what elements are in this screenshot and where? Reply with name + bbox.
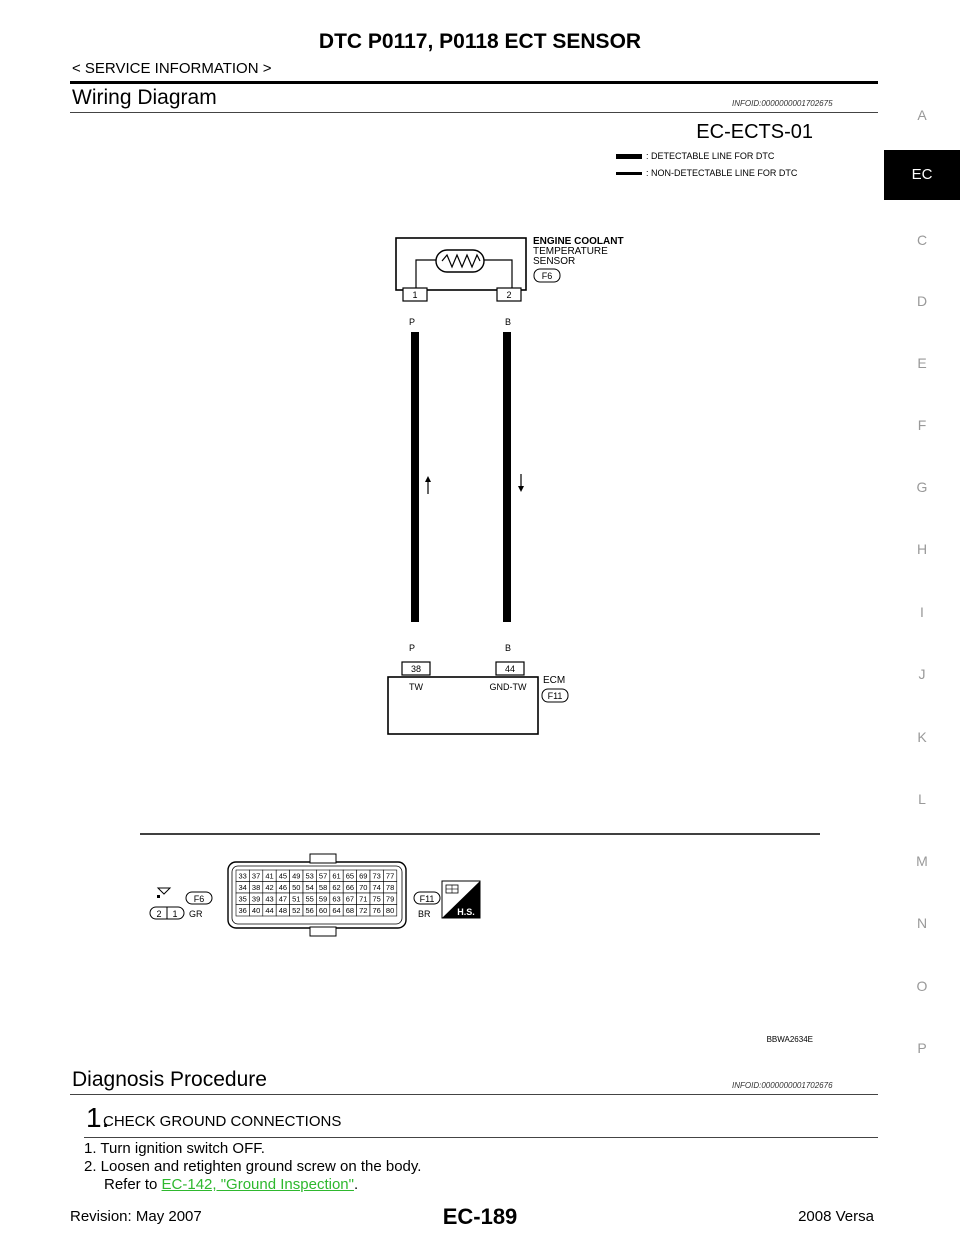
section-title-diagnosis: Diagnosis Procedure: [72, 1068, 267, 1091]
pin-number: 57: [318, 871, 328, 881]
f11-pin-grid: [236, 870, 397, 916]
pin-number: 33: [238, 871, 247, 881]
pin-number: 71: [359, 894, 368, 904]
step-title: CHECK GROUND CONNECTIONS: [103, 1113, 342, 1130]
ground-inspection-link[interactable]: EC-142, "Ground Inspection": [161, 1176, 354, 1193]
pin-number: 56: [305, 906, 314, 915]
f11-color: BR: [418, 909, 431, 919]
sensor-label-2: TEMPERATURE: [533, 246, 608, 257]
pin-number: 55: [305, 894, 314, 904]
legend-detectable-text: : DETECTABLE LINE FOR DTC: [646, 151, 775, 161]
pin-number: 34: [238, 883, 247, 892]
sidebar-item-h[interactable]: H: [916, 541, 928, 557]
pin-number: 64: [332, 906, 341, 915]
pin-number: 43: [265, 894, 274, 904]
sidebar-item-p[interactable]: P: [917, 1040, 927, 1056]
sidebar-item-m[interactable]: M: [916, 853, 928, 869]
wire-tw: [411, 332, 419, 622]
pin-number: 52: [292, 906, 301, 915]
sidebar-item-o[interactable]: O: [916, 978, 928, 994]
pin-number: 79: [385, 894, 395, 904]
pin-number: 41: [265, 871, 274, 881]
pin-number: 58: [318, 883, 328, 892]
ecm-pin-38: 38: [410, 664, 422, 674]
refer-prefix: Refer to: [104, 1176, 162, 1193]
sensor-pin-1: 1: [412, 290, 418, 300]
pin-number: 37: [251, 871, 261, 881]
page-title: DTC P0117, P0118 ECT SENSOR: [318, 30, 642, 53]
legend-non-detectable-line: [616, 172, 642, 175]
f6-pin-2: 2: [156, 909, 162, 919]
pin-number: 36: [238, 906, 247, 915]
step-line-2: 2. Loosen and retighten ground screw on the body.: [84, 1158, 422, 1175]
pin-number: 75: [372, 894, 381, 904]
ecm-pin-44: 44: [504, 664, 516, 674]
step-divider: [84, 1137, 878, 1138]
wire2-color-top: B: [504, 317, 512, 327]
pin-number: 65: [345, 871, 355, 881]
pin-number: 40: [251, 906, 261, 915]
step-number: 1.: [86, 1102, 110, 1133]
pin-number: 50: [292, 883, 301, 892]
ecm-terminal-gnd-tw: GND-TW: [489, 682, 527, 692]
pin-number: 74: [372, 883, 381, 892]
pin-number: 66: [345, 883, 355, 892]
section-title-wiring: Wiring Diagram: [72, 86, 217, 109]
pin-number: 44: [265, 906, 274, 915]
pin-number: 70: [359, 883, 368, 892]
wire2-color-bottom: B: [504, 643, 512, 653]
pin-number: 68: [345, 906, 355, 915]
sidebar-item-i[interactable]: I: [920, 604, 924, 620]
pin-number: 39: [251, 894, 261, 904]
f11-connector-id: F11: [419, 894, 435, 904]
wire1-color-top: P: [408, 317, 416, 327]
ecm-label: ECM: [543, 675, 566, 686]
pin-number: 53: [305, 871, 314, 881]
pin-number: 45: [278, 871, 288, 881]
refer-suffix: .: [353, 1176, 359, 1193]
wire-gnd-tw: [503, 332, 511, 622]
pin-number: 67: [345, 894, 355, 904]
page-number: EC-189: [442, 1204, 518, 1229]
sidebar-item-k[interactable]: K: [917, 729, 927, 745]
sidebar-item-f[interactable]: F: [917, 417, 927, 433]
sensor-pin-2: 2: [506, 290, 512, 300]
ecm-terminal-tw: TW: [409, 682, 423, 692]
pin-number: 54: [305, 883, 314, 892]
pin-number: 59: [318, 894, 328, 904]
footer-revision: Revision: May 2007: [70, 1208, 202, 1225]
f6-color: GR: [189, 909, 203, 919]
pin-number: 61: [332, 871, 341, 881]
pin-number: 49: [292, 871, 301, 881]
sensor-label-3: SENSOR: [533, 256, 576, 267]
sensor-connector-id: F6: [541, 271, 553, 281]
f6-connector-id: F6: [193, 894, 205, 904]
sidebar-item-d[interactable]: D: [916, 293, 928, 309]
sidebar-item-l[interactable]: L: [918, 791, 926, 807]
sensor-label-1: ENGINE COOLANT: [533, 236, 624, 247]
pin-number: 78: [385, 883, 395, 892]
legend-detectable-line: [616, 154, 642, 159]
pin-number: 48: [278, 906, 288, 915]
wire1-color-bottom: P: [408, 643, 416, 653]
sidebar-item-g[interactable]: G: [916, 479, 928, 495]
sidebar-item-n[interactable]: N: [916, 915, 928, 931]
connector-lock-icon: [158, 888, 170, 894]
sidebar-item-j[interactable]: J: [918, 666, 926, 682]
pin-number: 69: [359, 871, 368, 881]
wiring-infoid: INFOID:0000000001702675: [732, 99, 833, 108]
pin-number: 60: [318, 906, 328, 915]
pin-number: 62: [332, 883, 341, 892]
diagram-code: EC-ECTS-01: [696, 121, 813, 143]
pin-number: 72: [359, 906, 368, 915]
figure-id: BBWA2634E: [766, 1035, 813, 1044]
pin-number: 77: [385, 871, 395, 881]
pin-number: 51: [292, 894, 301, 904]
sidebar-item-ec[interactable]: EC: [884, 150, 960, 200]
pin-number: 42: [265, 883, 274, 892]
f6-pin-1: 1: [172, 909, 178, 919]
sidebar-item-c[interactable]: C: [916, 232, 928, 248]
step-line-1: 1. Turn ignition switch OFF.: [84, 1140, 265, 1157]
diagnosis-infoid: INFOID:0000000001702676: [732, 1081, 833, 1090]
pin-number: 47: [278, 894, 288, 904]
pin-number: 63: [332, 894, 341, 904]
pin-number: 80: [385, 906, 395, 915]
breadcrumb: < SERVICE INFORMATION >: [72, 60, 272, 77]
sidebar-item-a[interactable]: A: [917, 107, 927, 123]
signal-down-arrow-icon: [518, 474, 524, 492]
refer-line: [104, 1176, 358, 1193]
pin-number: 46: [278, 883, 288, 892]
signal-up-arrow-icon: [425, 476, 431, 494]
ecm-connector-id: F11: [547, 691, 563, 701]
pin-number: 76: [372, 906, 381, 915]
hs-label: H.S.: [457, 907, 475, 917]
pin-number: 35: [238, 894, 247, 904]
section-divider: [70, 1094, 878, 1095]
sidebar-item-e[interactable]: E: [917, 355, 927, 371]
pin-number: 38: [251, 883, 261, 892]
legend-non-detectable-text: : NON-DETECTABLE LINE FOR DTC: [646, 168, 798, 178]
footer-model: 2008 Versa: [798, 1208, 874, 1225]
pin-number: 73: [372, 871, 381, 881]
